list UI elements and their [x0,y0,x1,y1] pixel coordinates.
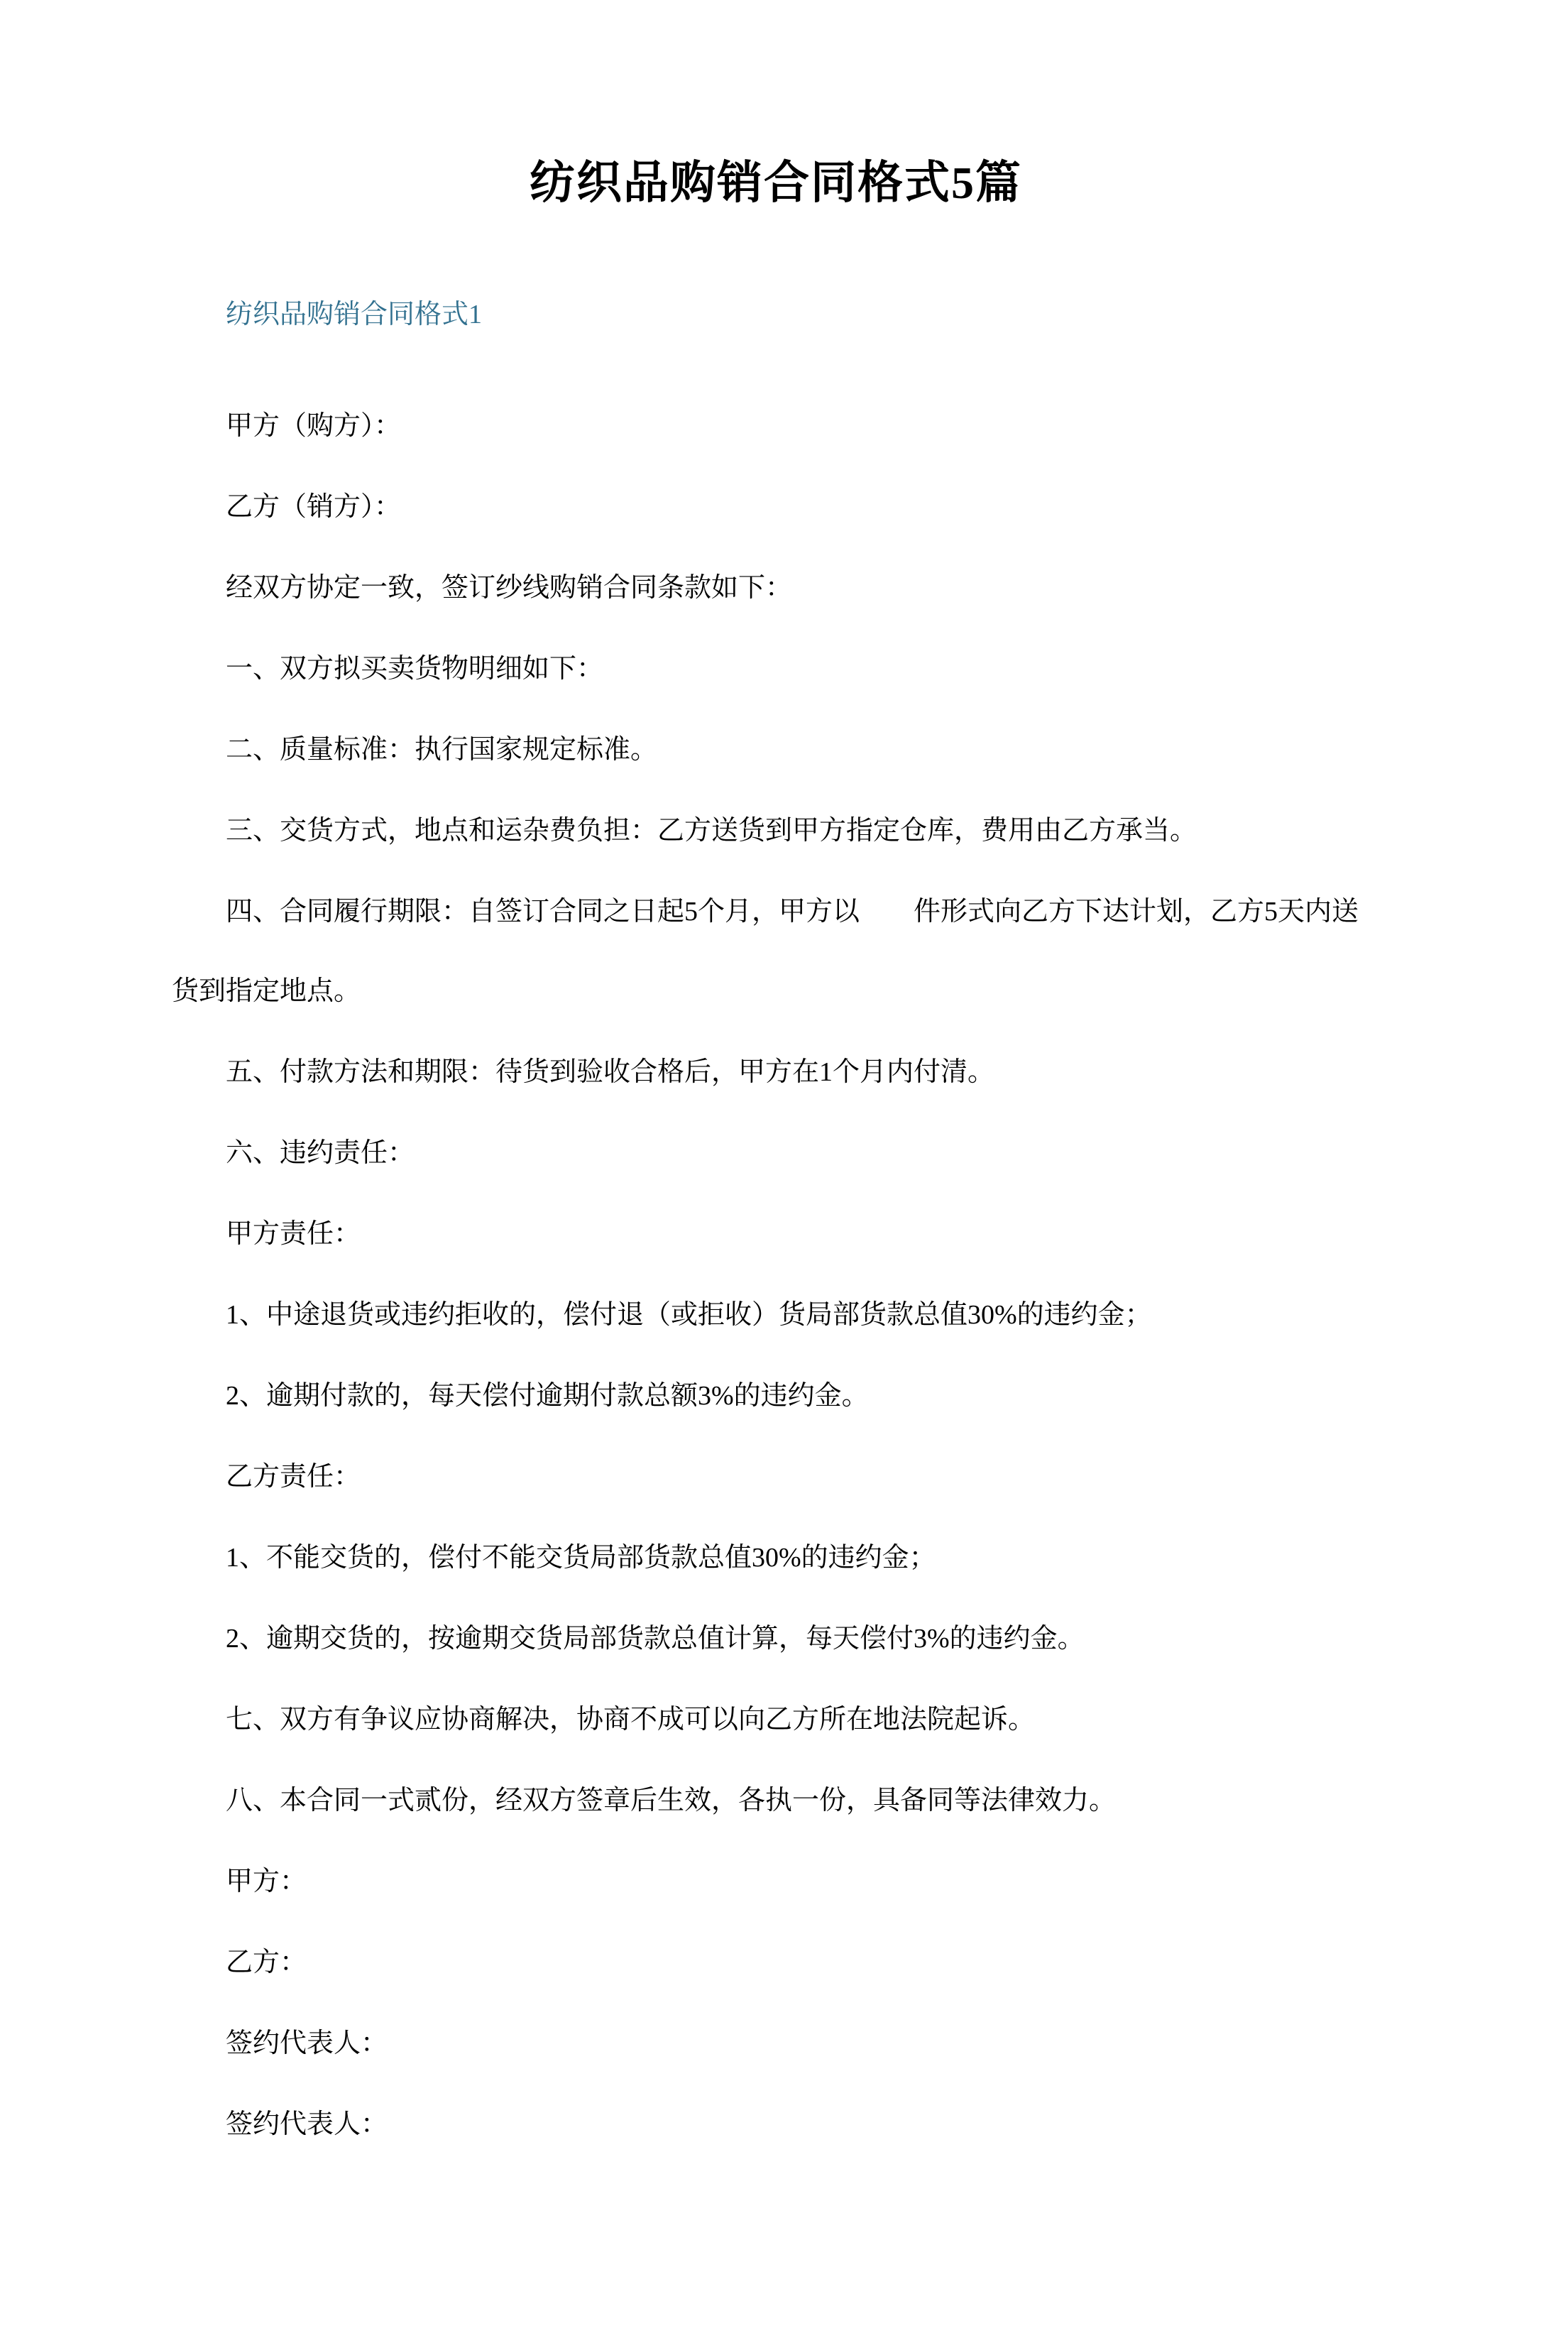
contract-paragraph: 乙方： [226,1948,307,1977]
contract-paragraph: 甲方责任： [226,1219,361,1249]
section-heading: 纺织品购销合同格式1 [226,300,483,329]
document-title: 纺织品购销合同格式5篇 [530,158,1022,208]
contract-paragraph: 1、不能交货的，偿付不能交货局部货款总值30%的违约金； [226,1543,936,1573]
contract-paragraph: 签约代表人： [226,2028,388,2058]
contract-paragraph: 甲方： [226,1867,307,1896]
contract-paragraph: 经双方协定一致，签订纱线购销合同条款如下： [226,573,793,603]
contract-paragraph: 甲方（购方）： [226,411,402,441]
contract-paragraph: 一、双方拟买卖货物明细如下： [226,654,604,684]
document-body [172,386,1380,2164]
contract-paragraph: 1、中途退货或违约拒收的，偿付退（或拒收）货局部货款总值30%的违约金； [226,1300,1152,1330]
contract-paragraph: 五、付款方法和期限：待货到验收合格后，甲方在1个月内付清。 [226,1057,995,1087]
contract-paragraph: 三、交货方式，地点和运杂费负担：乙方送货到甲方指定仓库，费用由乙方承当。 [226,816,1197,846]
contract-paragraph: 七、双方有争议应协商解决，协商不成可以向乙方所在地法院起诉。 [226,1705,1036,1735]
contract-paragraph: 2、逾期交货的，按逾期交货局部货款总值计算，每天偿付3%的违约金。 [226,1624,1085,1654]
contract-paragraph: 二、质量标准：执行国家规定标准。 [226,735,658,765]
contract-paragraph: 乙方责任： [226,1462,361,1492]
contract-paragraph: 八、本合同一式贰份，经双方签章后生效，各执一份，具备同等法律效力。 [226,1786,1117,1815]
contract-paragraph: 六、违约责任： [226,1138,415,1168]
contract-paragraph: 2、逾期付款的，每天偿付逾期付款总额3%的违约金。 [226,1381,869,1411]
contract-paragraph: 乙方（销方）： [226,492,402,522]
contract-paragraph: 四、合同履行期限：自签订合同之日起5个月，甲方以 件形式向乙方下达计划，乙方5天内送货到指定地点。 [172,897,1359,1006]
contract-paragraph: 签约代表人： [226,2109,388,2139]
